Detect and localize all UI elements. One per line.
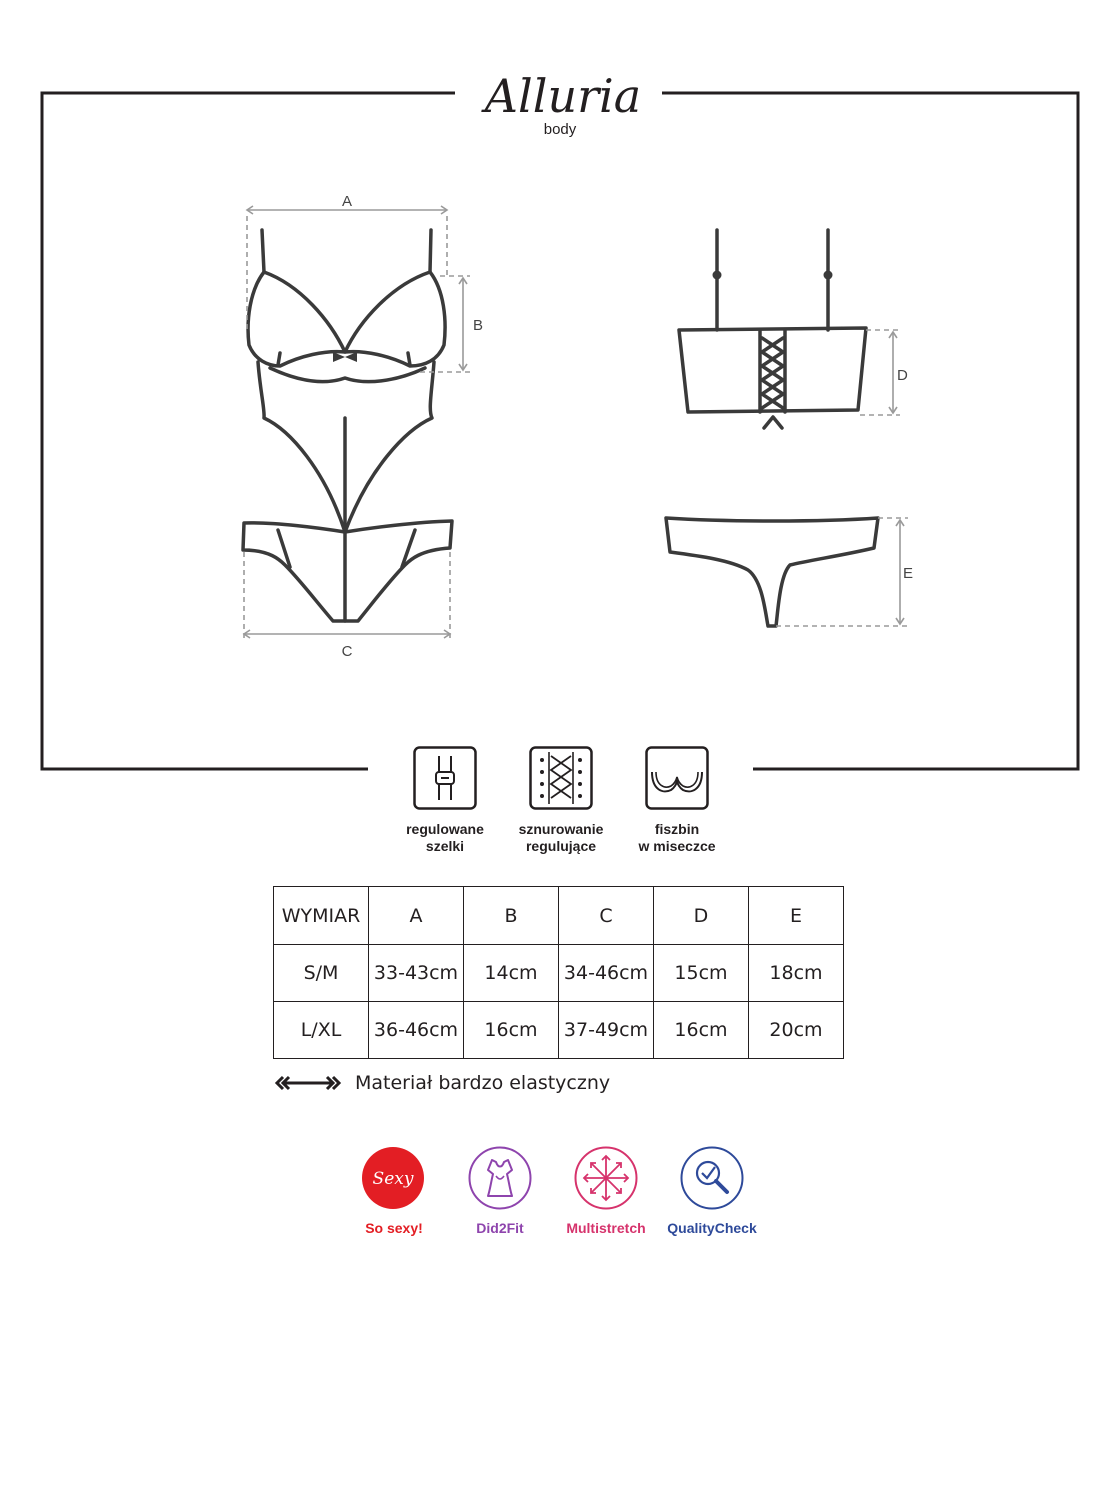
table-cell: 15cm: [654, 945, 749, 1002]
table-cell: 20cm: [749, 1002, 844, 1059]
brand-subtitle: body: [543, 121, 577, 138]
underwire-icon: [645, 746, 709, 810]
badge-label-sexy: So sexy!: [365, 1220, 423, 1236]
brand-name: Alluria: [484, 69, 642, 123]
stretch-note: [273, 1070, 610, 1096]
table-cell: 34-46cm: [559, 945, 654, 1002]
measure-label-e: E: [903, 565, 914, 582]
table-cell: 33-43cm: [369, 945, 464, 1002]
feature-label-straps: regulowane szelki: [406, 821, 484, 854]
badge-label-qualitycheck: QualityCheck: [667, 1220, 757, 1236]
adjustable-straps-icon: [413, 746, 477, 810]
back-view-drawing: [666, 230, 878, 626]
table-cell: 16cm: [654, 1002, 749, 1059]
table-row: [274, 1002, 844, 1059]
table-header-cell: A: [369, 887, 464, 945]
frame-border-left: [42, 93, 455, 769]
quality-check-icon: [680, 1146, 744, 1210]
brand-logo: [481, 69, 641, 138]
frame-border-right: [662, 93, 1078, 769]
size-table: [273, 886, 844, 1059]
table-header-cell: E: [749, 887, 844, 945]
note-text: Materiał bardzo elastyczny: [355, 1072, 611, 1094]
lacing-icon: [529, 746, 593, 810]
table-header-cell: WYMIAR: [274, 887, 369, 945]
badge-label-multistretch: Multistretch: [566, 1220, 646, 1236]
table-header-row: [274, 887, 844, 945]
badge-label-did2fit: Did2Fit: [476, 1220, 524, 1236]
feature-label-underwire: fiszbin w miseczce: [638, 821, 716, 854]
table-cell: 18cm: [749, 945, 844, 1002]
table-cell: 14cm: [464, 945, 559, 1002]
sexy-icon: [361, 1146, 425, 1210]
measure-label-b: B: [473, 317, 484, 334]
strap-slider-right-icon: [824, 271, 833, 280]
table-row: [274, 945, 844, 1002]
measure-label-c: C: [341, 643, 353, 660]
bodysuit-front-drawing: [243, 230, 452, 621]
strap-slider-left-icon: [713, 271, 722, 280]
measure-label-a: A: [341, 193, 353, 210]
table-cell: 37-49cm: [559, 1002, 654, 1059]
measure-label-d: D: [897, 367, 908, 384]
dress-fit-icon: [468, 1146, 532, 1210]
sexy-icon-text: Sexy: [372, 1169, 414, 1189]
table-cell: 36-46cm: [369, 1002, 464, 1059]
table-header-cell: B: [464, 887, 559, 945]
feature-label-lacing: sznurowanie regulujące: [518, 821, 604, 854]
table-header-cell: D: [654, 887, 749, 945]
stretch-arrows-icon: [273, 1075, 343, 1091]
table-cell: S/M: [274, 945, 369, 1002]
table-cell: L/XL: [274, 1002, 369, 1059]
table-header-cell: C: [559, 887, 654, 945]
table-cell: 16cm: [464, 1002, 559, 1059]
multistretch-icon: [574, 1146, 638, 1210]
